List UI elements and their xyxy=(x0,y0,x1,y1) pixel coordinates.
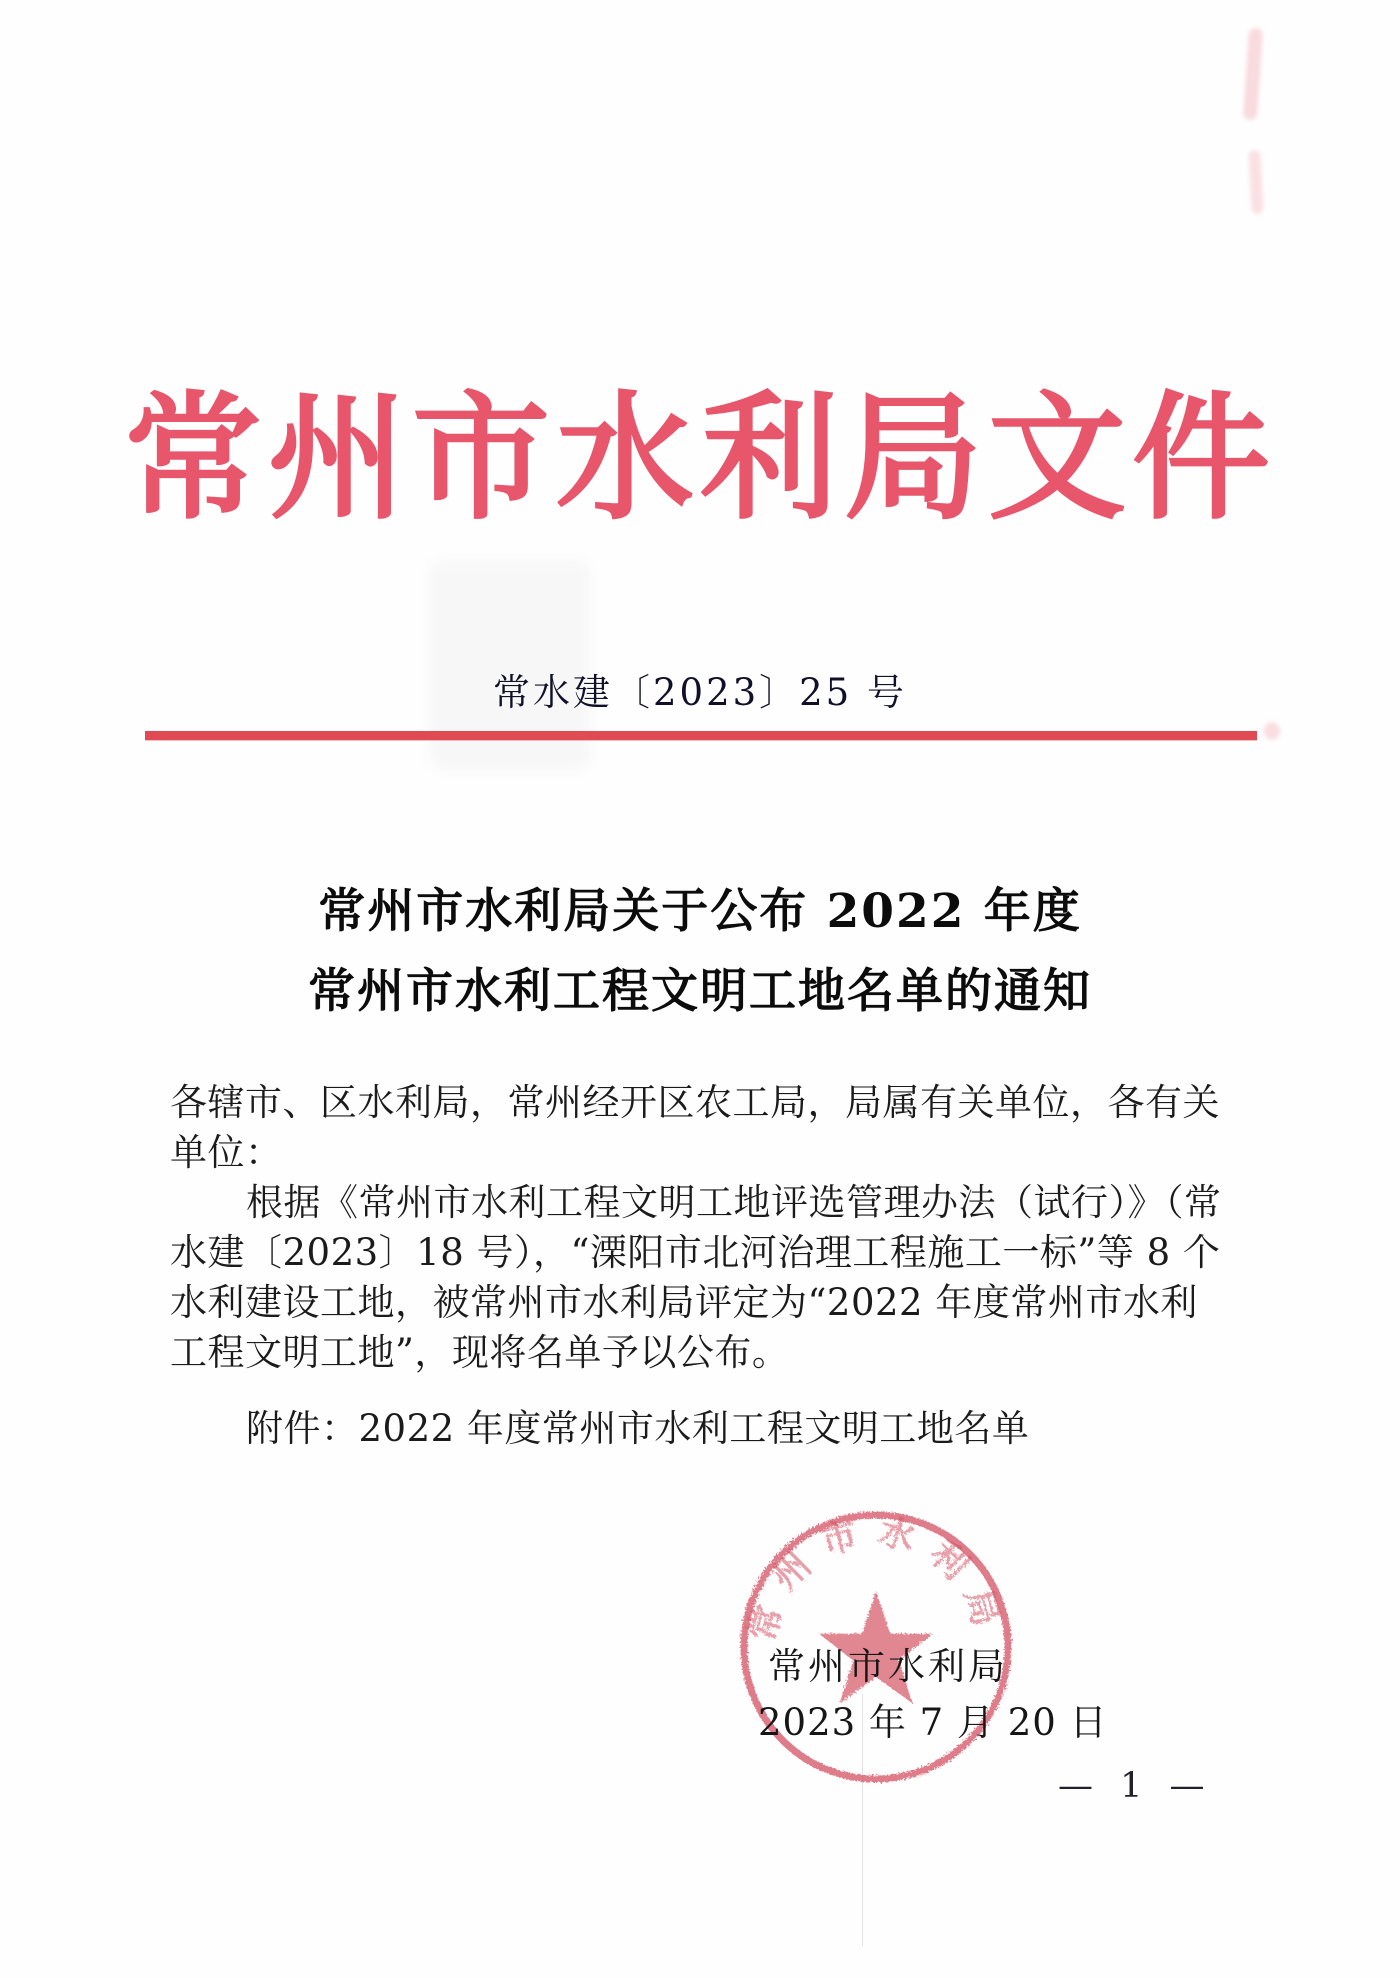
body-line: 根据《常州市水利工程文明工地评选管理办法（试行）》（常 xyxy=(246,1181,1222,1224)
notice-title-line2: 常州市水利工程文明工地名单的通知 xyxy=(308,964,1092,1019)
notice-body xyxy=(170,1078,1265,1454)
notice-title xyxy=(0,872,1400,1032)
seal-arc-text: 常州市水利局 xyxy=(740,1509,1012,1646)
signature-date: 2023 年 7 月 20 日 xyxy=(758,1701,1108,1744)
body-line: 各辖市、区水利局，常州经开区农工局，局属有关单位，各有关 xyxy=(170,1081,1220,1124)
scan-artifact xyxy=(1248,150,1263,215)
body-line: 工程文明工地”，现将名单予以公布。 xyxy=(170,1331,790,1374)
scan-artifact xyxy=(1264,722,1280,740)
body-line: 水建〔2023〕18 号），“溧阳市北河治理工程施工一标”等 8 个 xyxy=(170,1231,1221,1274)
body-line: 单位： xyxy=(170,1131,283,1174)
page-number: — 1 — xyxy=(1058,1766,1213,1806)
notice-title-line1: 常州市水利局关于公布 2022 年度 xyxy=(318,884,1082,939)
attachment-line: 附件：2022 年度常州市水利工程文明工地名单 xyxy=(246,1407,1030,1450)
signature-agency: 常州市水利局 xyxy=(768,1645,1008,1688)
scan-artifact xyxy=(1243,28,1263,121)
red-divider-line xyxy=(145,731,1257,740)
body-line: 水利建设工地，被常州市水利局评定为“2022 年度常州市水利 xyxy=(170,1281,1198,1324)
document-number: 常水建〔2023〕25 号 xyxy=(492,671,907,714)
letterhead-title: 常州市水利局文件 xyxy=(123,376,1276,539)
